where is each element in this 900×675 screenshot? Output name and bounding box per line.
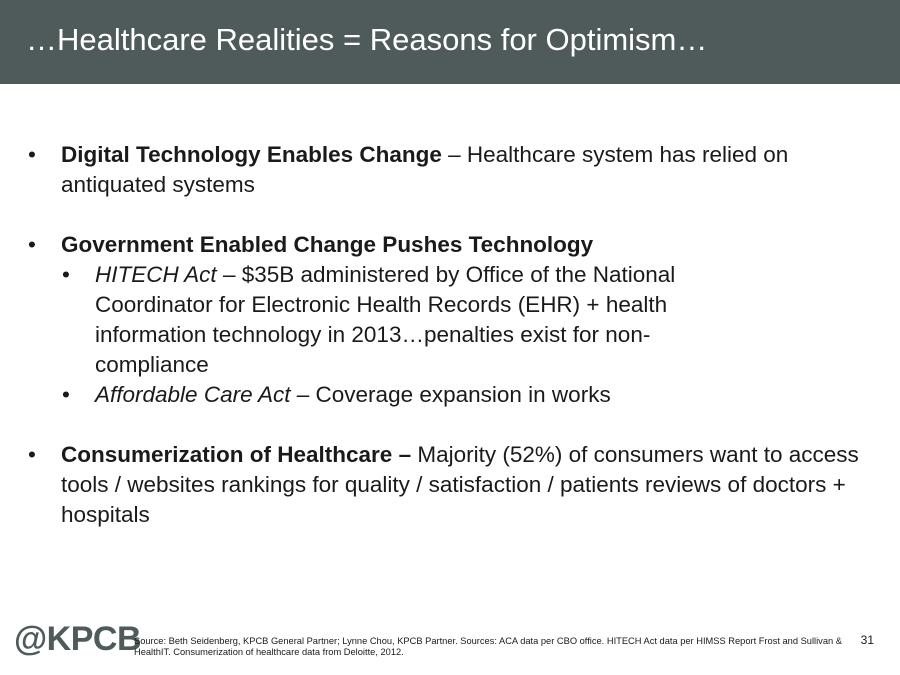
subbullet-heading: Affordable Care Act <box>95 382 291 407</box>
bullet-heading: Digital Technology Enables Change <box>61 142 442 167</box>
spacer <box>0 200 900 230</box>
bullet-heading: Government Enabled Change Pushes Technology <box>61 232 594 257</box>
subbullet-affordable-care-act <box>0 380 755 410</box>
subbullet-heading: HITECH Act <box>95 262 217 287</box>
bullet-digital-technology <box>0 140 861 200</box>
kpcb-logo: @KPCB <box>14 620 141 658</box>
page-number: 31 <box>860 633 874 647</box>
bullet-marker: • <box>28 442 36 467</box>
bullet-marker: • <box>28 142 36 167</box>
subbullet-marker: • <box>62 382 70 407</box>
bullet-text: Majority (52%) of consumers want to access tools / websites rankings for quality / satisfaction / patients reviews of doctors + hospitals <box>61 442 859 527</box>
subbullet-text: – $35B administered by Office of the National Coordinator for Electronic Health Records (EHR) + health information technology in 2013…penalties exist for non-compliance <box>95 262 676 377</box>
slide-content <box>0 140 900 530</box>
source-note: Source: Beth Seidenberg, KPCB General Partner; Lynne Chou, KPCB Partner. Sources: ACA data per CBO office. HITECH Act data per HIMSS Report Frost and Sullivan & HealthIT. Consumerization of healthcare data from Deloitte, 2012. <box>134 636 842 657</box>
spacer <box>0 410 900 440</box>
slide-title: …Healthcare Realities = Reasons for Optimism… <box>26 22 708 57</box>
subbullet-text: – Coverage expansion in works <box>290 382 611 407</box>
bullet-heading: Consumerization of Healthcare – <box>61 442 418 467</box>
bullet-text: – Healthcare system has relied on antiquated systems <box>61 142 789 197</box>
bullet-consumerization <box>0 440 861 530</box>
subbullet-marker: • <box>62 262 70 287</box>
title-bar <box>0 0 900 84</box>
subbullet-hitech-act <box>0 260 755 380</box>
bullet-government-change <box>0 230 861 260</box>
bullet-marker: • <box>28 232 36 257</box>
